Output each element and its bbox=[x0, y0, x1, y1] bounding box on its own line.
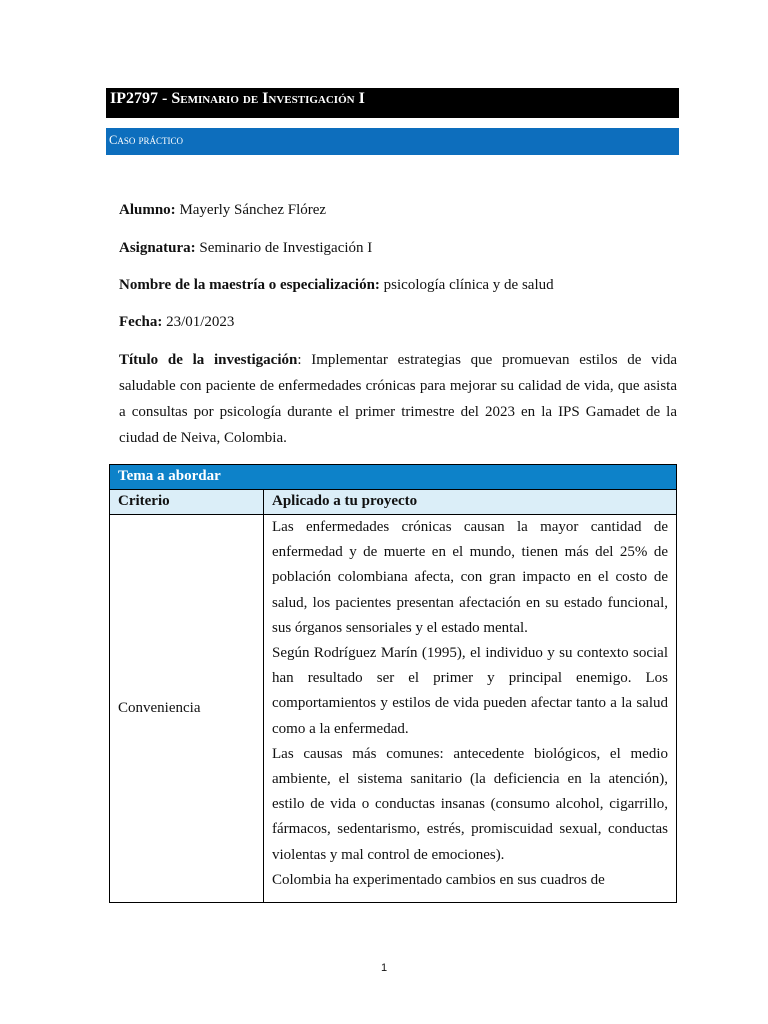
research-title bbox=[119, 347, 677, 451]
asignatura-value: Seminario de Investigación I bbox=[199, 240, 373, 256]
titulo-value: : Implementar estrategias que promuevan estilos de vida saludable con paciente de enfermedades crónicas para mejorar su calidad de vida, que asista a consultas por psicología durante el primer trimestre del 2023 en la IPS Gamadet de la ciudad de Neiva, Colombia. bbox=[119, 352, 677, 446]
aplicado-header: Aplicado a tu proyecto bbox=[264, 490, 677, 515]
column-header-row bbox=[110, 490, 677, 515]
field-asignatura bbox=[119, 238, 372, 258]
page-number: 1 bbox=[380, 962, 388, 974]
paragraph: Las causas más comunes: antecedente biológicos, el medio ambiente, el sistema sanitario (la deficiencia en la atención), estilo de vida o conductas insanas (consumo alcohol, cigarrillo, fármacos, sedentarismo, estrés, promiscuidad sexual, conductas violentas y mal control de emociones). bbox=[272, 745, 668, 863]
alumno-label: Alumno: bbox=[119, 202, 176, 218]
paragraph: Según Rodríguez Marín (1995), el individuo y su contexto social han resultado ser el primer y principal enemigo. Los comportamientos y estilos de vida pueden afectar tanto a la salud como a la enfermedad. bbox=[272, 645, 668, 737]
section-title: Caso práctico bbox=[109, 133, 183, 147]
tema-row bbox=[110, 465, 677, 490]
course-header-bar bbox=[106, 88, 679, 118]
fecha-label: Fecha: bbox=[119, 314, 163, 330]
criteria-table bbox=[109, 464, 677, 903]
alumno-value: Mayerly Sánchez Flórez bbox=[179, 202, 327, 218]
course-code: IP2797 - bbox=[110, 90, 168, 107]
asignatura-label: Asignatura: bbox=[119, 240, 196, 256]
aplicado-cell bbox=[264, 515, 677, 903]
criterio-cell: Conveniencia bbox=[110, 515, 264, 903]
criterio-header: Criterio bbox=[110, 490, 264, 515]
course-title: Seminario de Investigación I bbox=[171, 90, 365, 107]
section-header-bar bbox=[106, 128, 679, 155]
table-row bbox=[110, 515, 677, 903]
fecha-value: 23/01/2023 bbox=[166, 314, 235, 330]
paragraph: Las enfermedades crónicas causan la mayor cantidad de enfermedad y de muerte en el mundo, tienen más del 25% de población colombiana afecta, con gran impacto en el costo de salud, los pacientes presentan afectación en su estado funcional, sus órganos sensoriales y el estado mental. bbox=[272, 519, 668, 636]
field-maestria bbox=[119, 275, 554, 295]
field-alumno bbox=[119, 200, 326, 220]
titulo-label: Título de la investigación bbox=[119, 352, 298, 368]
paragraph: Colombia ha experimentado cambios en sus cuadros de bbox=[272, 871, 605, 888]
maestria-label: Nombre de la maestría o especialización: bbox=[119, 277, 380, 293]
tema-header: Tema a abordar bbox=[110, 465, 677, 490]
field-fecha bbox=[119, 312, 234, 332]
maestria-value: psicología clínica y de salud bbox=[383, 277, 554, 293]
